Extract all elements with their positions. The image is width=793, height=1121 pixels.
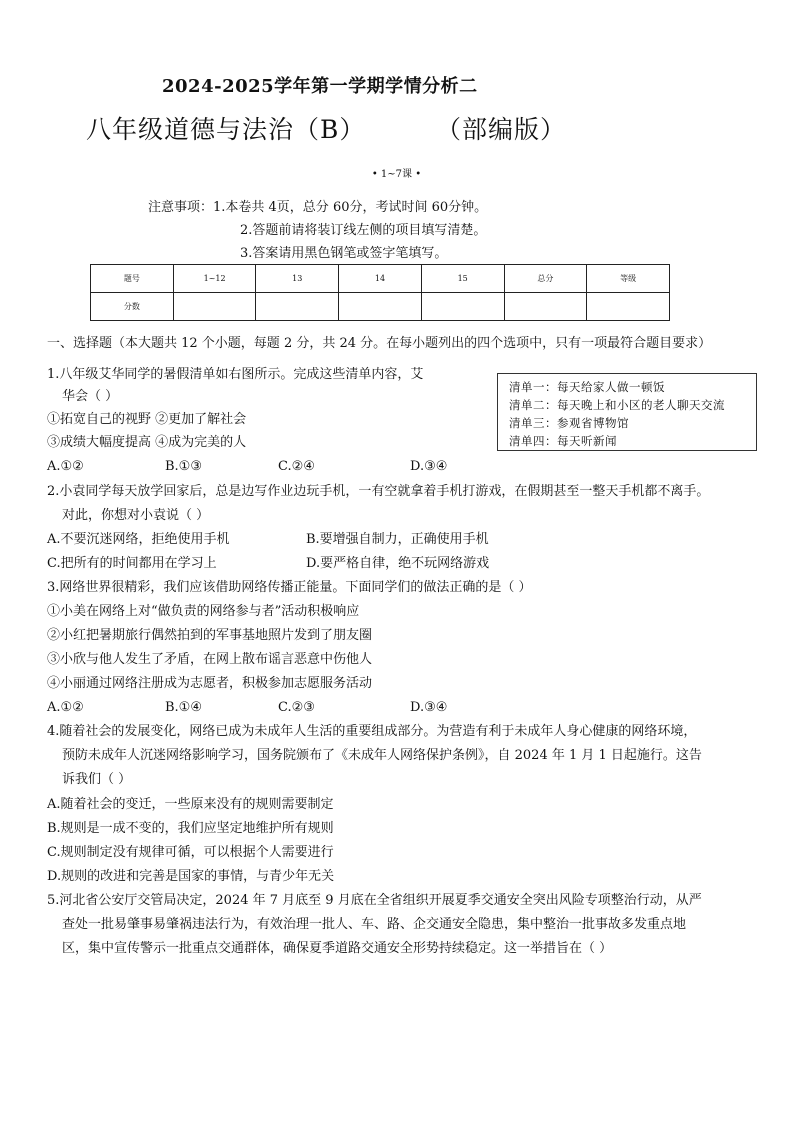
score-table-cell: 总分 — [504, 265, 587, 293]
q1-option-b[interactable]: B.①③ — [165, 459, 202, 474]
q1-statements-2: ③成绩大幅度提高 ④成为完美的人 — [47, 435, 247, 450]
q4-option-d[interactable]: D.规则的改进和完善是国家的事情，与青少年无关 — [47, 869, 335, 884]
q5-stem-line-3: 区，集中宣传警示一批重点交通群体，确保夏季道路交通安全形势持续稳定。这一举措旨在（ ） — [62, 941, 613, 956]
score-table-cell: 13 — [256, 265, 339, 293]
checklist-item: 清单三：参观省博物馆 — [509, 416, 629, 430]
score-table-cell: 等级 — [587, 265, 670, 293]
notice-line-1: 注意事项：1.本卷共 4页，总分 60分，考试时间 60分钟。 — [148, 200, 488, 215]
q3-statement-4: ④小丽通过网络注册成为志愿者，积极参加志愿服务活动 — [47, 676, 373, 691]
q4-option-c[interactable]: C.规则制定没有规律可循，可以根据个人需要进行 — [47, 845, 334, 860]
q2-option-c[interactable]: C.把所有的时间都用在学习上 — [47, 556, 217, 571]
subject-title: 八年级道德与法治（B） — [86, 115, 366, 144]
q1-stem-line-2: 华会（ ） — [62, 389, 119, 404]
q5-stem-line-1: 5.河北省公安厅交管局决定，2024 年 7 月底至 9 月底在全省组织开展夏季交通安全突出风险专项整治行动，从严 — [47, 893, 702, 908]
q3-option-a[interactable]: A.①② — [47, 700, 84, 715]
score-table-cell: 15 — [421, 265, 504, 293]
q3-option-b[interactable]: B.①④ — [165, 700, 202, 715]
summer-checklist-box — [497, 373, 757, 451]
score-table-header-row — [91, 265, 670, 293]
q3-statement-1: ①小美在网络上对“做负责的网络参与者”活动积极响应 — [47, 604, 360, 619]
q3-option-d[interactable]: D.③④ — [410, 700, 448, 715]
checklist-item: 清单一：每天给家人做一顿饭 — [509, 380, 665, 394]
q1-stem-line-1: 1.八年级艾华同学的暑假清单如右图所示。完成这些清单内容，艾 — [47, 367, 424, 382]
q2-stem-line-2: 对此，你想对小袁说（ ） — [62, 508, 210, 523]
checklist-item: 清单二：每天晚上和小区的老人聊天交流 — [509, 398, 725, 412]
score-input-cell[interactable] — [421, 293, 504, 321]
notice-line-2: 2.答题前请将装订线左侧的项目填写清楚。 — [240, 223, 487, 238]
q1-option-c[interactable]: C.②④ — [278, 459, 315, 474]
q2-stem-line-1: 2.小袁同学每天放学回家后，总是边写作业边玩手机，一有空就拿着手机打游戏，在假期甚至一整天手机都不离手。 — [47, 484, 710, 499]
lesson-range: • 1~7课 • — [371, 169, 422, 180]
q3-stem: 3.网络世界很精彩，我们应该借助网络传播正能量。下面同学们的做法正确的是（ ） — [47, 580, 532, 595]
q2-option-d[interactable]: D.要严格自律，绝不玩网络游戏 — [306, 556, 490, 571]
score-table-cell: 分数 — [91, 293, 174, 321]
q3-option-c[interactable]: C.②③ — [278, 700, 315, 715]
q3-statement-3: ③小欣与他人发生了矛盾，在网上散布谣言恶意中伤他人 — [47, 652, 373, 667]
notice-line-3: 3.答案请用黑色钢笔或签字笔填写。 — [240, 246, 448, 261]
q4-stem-line-1: 4.随着社会的发展变化，网络已成为未成年人生活的重要组成部分。为营造有利于未成年人身心健康的网络环境， — [47, 724, 697, 739]
q1-statements-1: ①拓宽自己的视野 ②更加了解社会 — [47, 412, 247, 427]
q4-option-b[interactable]: B.规则是一成不变的，我们应坚定地维护所有规则 — [47, 821, 334, 836]
score-input-cell[interactable] — [256, 293, 339, 321]
q2-option-a[interactable]: A.不要沉迷网络，拒绝使用手机 — [47, 532, 230, 547]
score-input-cell[interactable] — [339, 293, 422, 321]
score-table-cell: 1~12 — [173, 265, 256, 293]
checklist-item: 清单四：每天听新闻 — [509, 434, 617, 448]
q1-option-a[interactable]: A.①② — [47, 459, 84, 474]
q1-option-d[interactable]: D.③④ — [410, 459, 448, 474]
q2-option-b[interactable]: B.要增强自制力，正确使用手机 — [306, 532, 489, 547]
exam-title: 2024-2025学年第一学期学情分析二 — [162, 76, 478, 97]
score-table-score-row — [91, 293, 670, 321]
score-input-cell[interactable] — [173, 293, 256, 321]
section-heading: 一、选择题（本大题共 12 个小题，每题 2 分，共 24 分。在每小题列出的四个选项中，只有一项最符合题目要求） — [47, 336, 712, 351]
q4-option-a[interactable]: A.随着社会的变迁，一些原来没有的规则需要制定 — [47, 797, 334, 812]
q4-stem-line-3: 诉我们（ ） — [62, 772, 132, 787]
score-table-cell: 题号 — [91, 265, 174, 293]
score-input-cell[interactable] — [504, 293, 587, 321]
q4-stem-line-2: 预防未成年人沉迷网络影响学习，国务院颁布了《未成年人网络保护条例》，自 2024 年 1 月 1 日起施行。这告 — [62, 748, 702, 763]
score-input-cell[interactable] — [587, 293, 670, 321]
q5-stem-line-2: 查处一批易肇事易肇祸违法行为，有效治理一批人、车、路、企交通安全隐患，集中整治一批事故多发重点地 — [62, 917, 687, 932]
edition-label: （部编版） — [436, 115, 567, 144]
score-table — [90, 264, 670, 321]
q3-statement-2: ②小红把暑期旅行偶然拍到的军事基地照片发到了朋友圈 — [47, 628, 373, 643]
score-table-cell: 14 — [339, 265, 422, 293]
